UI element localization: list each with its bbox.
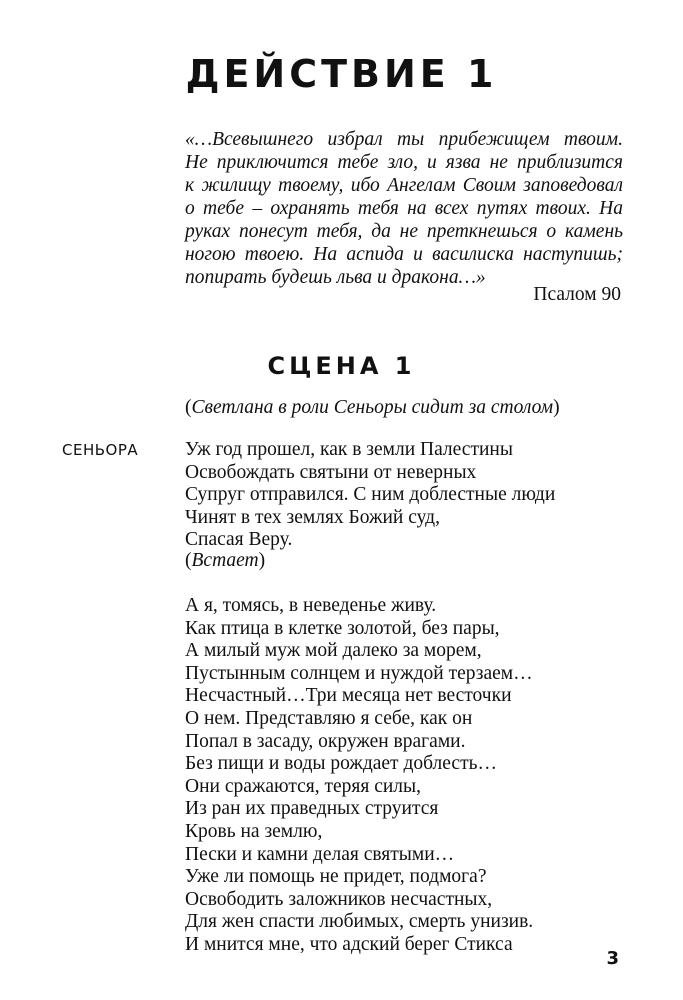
verse-line: О нем. Представляю я себе, как он [185,707,473,729]
verse-line: Они сражаются, теряя силы, [185,775,421,797]
verse-line: Пески и камни делая святыми… [185,843,455,865]
stage-direction-open: ( [185,550,192,571]
epigraph-line: о тебе – охранять тебя на всех путях твоих. На [185,198,623,219]
verse-line: Уж год прошел, как в земли Палестины [185,439,513,460]
verse-line: Несчастный…Три месяца нет весточки [185,685,512,707]
verse-line: Из ран их праведных струится [185,798,439,820]
stage-direction-text: Светлана в роли Сеньоры сидит за столом [191,397,554,418]
verse-line: А я, томясь, в неведенье живу. [185,595,437,616]
epigraph-line: попирать будешь льва и дракона…» [185,267,486,288]
verse-line: Спасая Веру. [185,529,293,551]
act-title: ДЕЙСТВИЕ 1 [185,52,498,96]
verse-line: Освободить заложников несчастных, [185,888,493,910]
verse-line: Уже ли помощь не придет, подмога? [185,866,487,888]
verse-line: Кровь на землю, [185,820,323,842]
stage-direction [185,397,560,419]
stage-direction-text: Встает [191,550,259,571]
stage-direction-close: ) [258,550,266,571]
verse-block [185,595,533,957]
epigraph-line: ногою твоею. На аспида и василиска наступишь; [185,244,623,265]
verse-line: Для жен спасти любимых, смерть унизив. [185,911,534,933]
scene-title: СЦЕНА 1 [267,352,416,380]
verse-line: Без пищи и воды рождает доблесть… [185,753,497,775]
epigraph-line: руках понесут тебя, да не преткнешься о камень [185,221,623,242]
verse-line: Как птица в клетке золотой, без пары, [185,617,500,639]
speaker-name: СЕНЬОРА [62,441,139,459]
epigraph-source: Псалом 90 [533,284,621,305]
verse-line: И мнится мне, что адский берег Стикса [185,933,513,955]
verse-line: А милый муж мой далеко за морем, [185,640,482,662]
verse-line: Попал в засаду, окружен врагами. [185,730,466,752]
stage-direction-close: ) [553,397,560,418]
epigraph-line: к жилищу твоему, ибо Ангелам Своим заповедовал [185,175,623,196]
stage-direction-open: ( [185,397,192,418]
epigraph-line: «…Всевышнего избрал ты прибежищем твоим. [185,129,623,150]
page-number: 3 [606,948,619,969]
verse-line: Чинят в тех землях Божий суд, [185,506,440,528]
verse-line: Супруг отправился. С ним доблестные люди [185,484,556,506]
epigraph [185,128,623,289]
verse-block [185,439,555,552]
epigraph-line: Не приключится тебе зло, и язва не приблизится [185,152,623,173]
verse-line: Пустынным солнцем и нуждой терзаем… [185,662,533,684]
stage-direction [185,550,265,572]
verse-line: Освобождать святыни от неверных [185,461,477,483]
